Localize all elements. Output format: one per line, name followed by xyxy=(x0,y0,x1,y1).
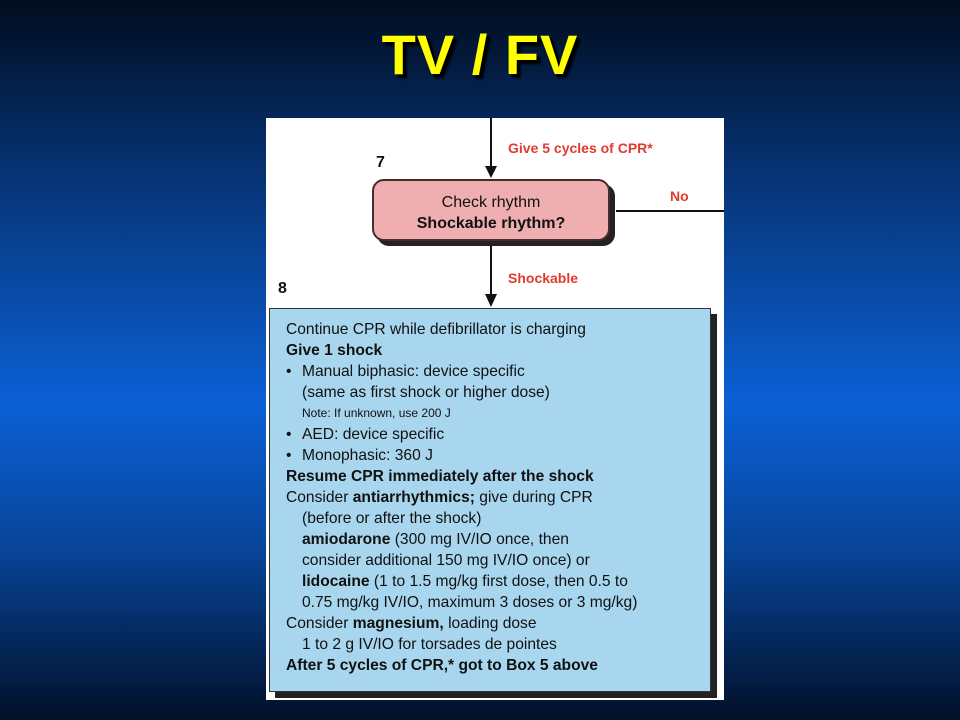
check-rhythm-text: Check rhythm xyxy=(441,194,541,211)
slide-title: TV / FV xyxy=(381,23,579,86)
bullet-item: • Monophasic: 360 J xyxy=(286,447,433,464)
instruction-line: Consider magnesium, loading dose xyxy=(286,615,537,632)
bullet-icon: • xyxy=(286,426,292,443)
check-rhythm-box xyxy=(372,179,610,241)
top-arrow-head xyxy=(485,166,497,178)
bullet-item: • Manual biphasic: device specific xyxy=(286,363,525,380)
instruction-line: (same as first shock or higher dose) xyxy=(302,384,550,401)
box-8-number: 8 xyxy=(278,280,287,297)
instruction-line: Continue CPR while defibrillator is charging xyxy=(286,321,586,338)
instruction-line: Resume CPR immediately after the shock xyxy=(286,468,594,485)
instruction-line: After 5 cycles of CPR,* got to Box 5 above xyxy=(286,657,598,674)
box-7-number: 7 xyxy=(376,154,385,171)
instruction-line: 0.75 mg/kg IV/IO, maximum 3 doses or 3 mg/kg) xyxy=(302,594,638,611)
instruction-line: (before or after the shock) xyxy=(302,510,482,527)
algorithm-figure xyxy=(266,118,724,700)
note-line: Note: If unknown, use 200 J xyxy=(302,406,451,420)
instruction-line: amiodarone (300 mg IV/IO once, then xyxy=(302,531,569,548)
instruction-line: Give 1 shock xyxy=(286,342,383,359)
shockable-label: Shockable xyxy=(508,270,579,286)
shockable-rhythm-question: Shockable rhythm? xyxy=(416,215,566,232)
bullet-item: • AED: device specific xyxy=(286,426,445,443)
bullet-icon: • xyxy=(286,447,292,464)
top-cpr-label: Give 5 cycles of CPR* xyxy=(508,140,653,156)
instruction-line: 1 to 2 g IV/IO for torsades de pointes xyxy=(302,636,557,653)
instruction-line: consider additional 150 mg IV/IO once) or xyxy=(302,552,590,569)
box-8-instructions xyxy=(269,308,711,692)
bullet-icon: • xyxy=(286,363,292,380)
shockable-arrow-head xyxy=(485,294,497,307)
instruction-line: Consider antiarrhythmics; give during CPR xyxy=(286,489,593,506)
instruction-line: lidocaine (1 to 1.5 mg/kg first dose, then 0.5 to xyxy=(302,573,628,590)
no-label: No xyxy=(670,188,689,204)
